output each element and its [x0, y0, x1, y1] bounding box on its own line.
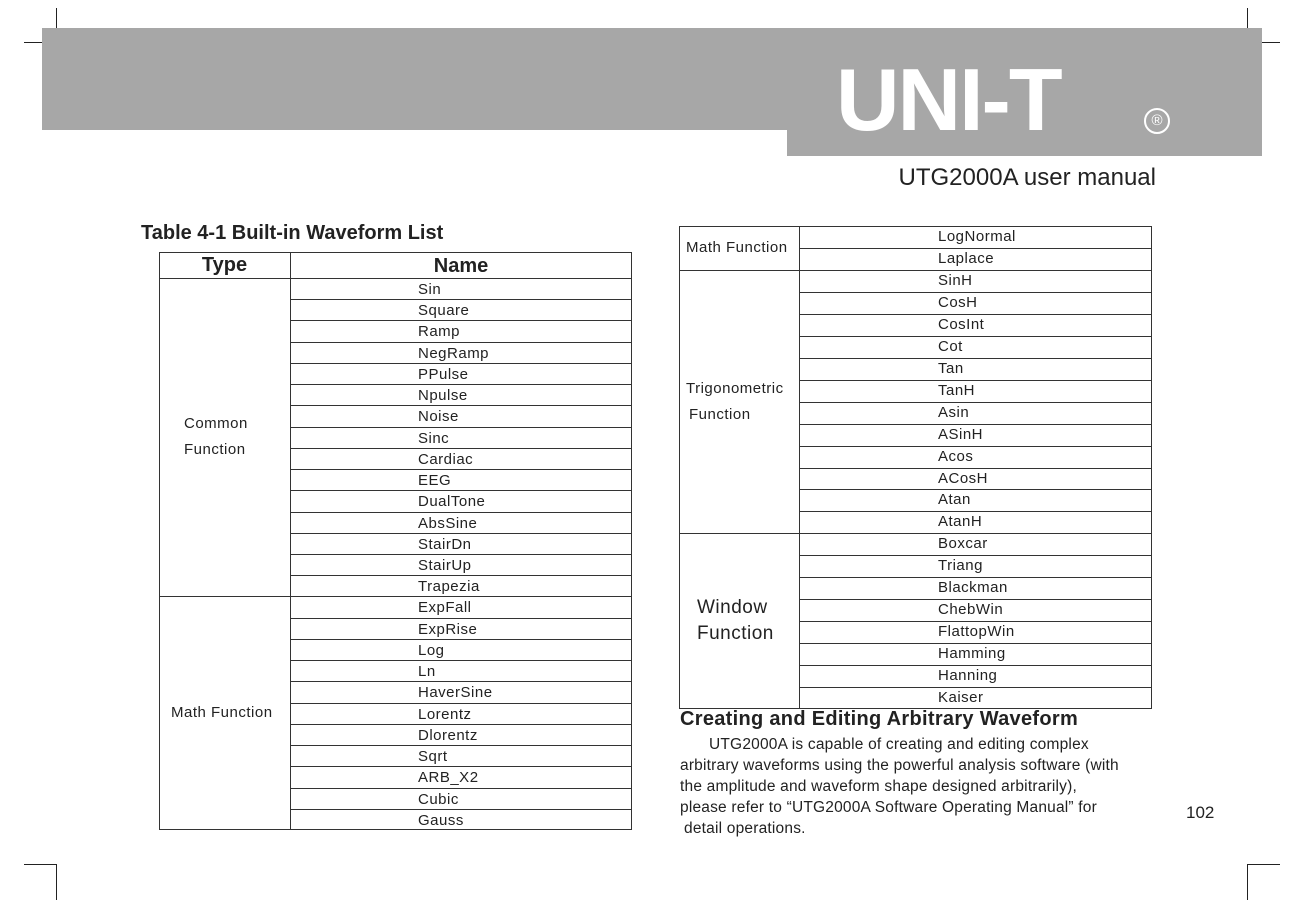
waveform-name-cell: Lorentz [418, 705, 472, 723]
type-label: Common [184, 415, 248, 433]
row-divider [290, 724, 632, 725]
row-divider [799, 555, 1152, 556]
row-divider [290, 809, 632, 810]
waveform-name-cell: PPulse [418, 365, 469, 383]
waveform-name-cell: Cot [938, 337, 963, 355]
waveform-name-cell: Hanning [938, 667, 998, 685]
waveform-name-cell: Ramp [418, 323, 461, 341]
waveform-name-cell: Tan [938, 359, 964, 377]
waveform-name-cell: Npulse [418, 387, 468, 405]
row-divider [799, 621, 1152, 622]
waveform-name-cell: Asin [938, 403, 970, 421]
type-cell [686, 376, 784, 428]
waveform-name-cell: Cardiac [418, 450, 474, 468]
row-divider [799, 380, 1152, 381]
waveform-name-cell: Sqrt [418, 748, 448, 766]
waveform-name-cell: AtanH [938, 513, 983, 531]
crop-mark-bottom-left-h [24, 864, 56, 865]
type-cell [171, 700, 273, 726]
waveform-name-cell: Triang [938, 557, 983, 575]
waveform-name-cell: Boxcar [938, 535, 988, 553]
waveform-name-cell: StairUp [418, 557, 472, 574]
waveform-name-cell: Sin [418, 281, 442, 298]
row-divider [799, 577, 1152, 578]
row-divider [290, 384, 632, 385]
crop-mark-bottom-left-v [56, 864, 57, 900]
waveform-name-cell: HaverSine [418, 684, 493, 702]
row-divider [290, 299, 632, 300]
type-label: Function [184, 441, 246, 459]
row-divider [799, 511, 1152, 512]
row-divider [290, 342, 632, 343]
waveform-name-cell: TanH [938, 381, 976, 399]
waveform-name-cell: EEG [418, 472, 452, 490]
row-divider [799, 402, 1152, 403]
header-divider [159, 278, 632, 279]
waveform-name-cell: Kaiser [938, 689, 984, 707]
row-divider [799, 248, 1152, 249]
row-divider [799, 468, 1152, 469]
row-divider [799, 424, 1152, 425]
row-divider [290, 766, 632, 767]
row-divider [799, 687, 1152, 688]
waveform-name-cell: Log [418, 641, 445, 659]
row-divider [290, 660, 632, 661]
waveform-name-cell: AbsSine [418, 514, 478, 532]
row-divider [799, 643, 1152, 644]
crop-mark-bottom-right-v [1247, 864, 1248, 900]
row-divider [290, 320, 632, 321]
group-divider [679, 533, 1152, 534]
row-divider [290, 703, 632, 704]
section-title: Creating and Editing Arbitrary Waveform [680, 708, 1079, 730]
row-divider [290, 618, 632, 619]
row-divider [290, 745, 632, 746]
row-divider [799, 599, 1152, 600]
row-divider [799, 489, 1152, 490]
paragraph-line: the amplitude and waveform shape designed arbitrarily), [680, 778, 1077, 795]
paragraph-line: arbitrary waveforms using the powerful analysis software (with [680, 757, 1119, 774]
page-number: 102 [1186, 803, 1215, 822]
section-paragraph [680, 734, 1180, 839]
waveform-name-cell: Laplace [938, 249, 995, 267]
brand-logo-text: UNI-T [836, 50, 1061, 149]
brand-logo [836, 50, 1171, 149]
row-divider [290, 469, 632, 470]
paragraph-line: UTG2000A is capable of creating and editing complex [709, 736, 1089, 753]
waveform-name-cell: Gauss [418, 811, 464, 829]
waveform-name-cell: Blackman [938, 579, 1008, 597]
row-divider [290, 405, 632, 406]
row-divider [290, 512, 632, 513]
table-frame [159, 252, 632, 830]
waveform-name-cell: StairDn [418, 535, 472, 553]
type-cell [686, 235, 788, 261]
table-caption: Table 4-1 Built-in Waveform List [141, 222, 444, 244]
row-divider [799, 292, 1152, 293]
row-divider [290, 788, 632, 789]
row-divider [290, 448, 632, 449]
waveform-name-cell: SinH [938, 271, 973, 289]
row-divider [290, 533, 632, 534]
type-label: Trigonometric [686, 379, 784, 397]
waveform-name-cell: CosH [938, 293, 978, 311]
row-divider [290, 554, 632, 555]
waveform-name-cell: ExpFall [418, 599, 472, 617]
row-divider [290, 490, 632, 491]
waveform-name-cell: CosInt [938, 315, 985, 333]
type-label: Math Function [171, 704, 273, 722]
type-label: Function [697, 623, 774, 645]
group-divider [159, 596, 632, 597]
waveform-name-cell: ARB_X2 [418, 769, 479, 787]
waveform-name-cell: Hamming [938, 645, 1006, 663]
document-subtitle: UTG2000A user manual [898, 164, 1156, 191]
waveform-name-cell: NegRamp [418, 344, 490, 362]
waveform-name-cell: DualTone [418, 493, 486, 511]
row-divider [290, 427, 632, 428]
row-divider [290, 363, 632, 364]
type-cell [697, 595, 774, 647]
paragraph-line: detail operations. [684, 820, 806, 837]
row-divider [799, 314, 1152, 315]
waveform-name-cell: Cubic [418, 790, 459, 808]
waveform-name-cell: Atan [938, 491, 971, 509]
paragraph-line: please refer to “UTG2000A Software Operating Manual” for [680, 799, 1097, 816]
row-divider [290, 639, 632, 640]
row-divider [799, 336, 1152, 337]
waveform-name-cell: LogNormal [938, 228, 1016, 245]
type-label: Math Function [686, 238, 788, 256]
registered-mark: ® [1144, 108, 1170, 134]
crop-mark-bottom-right-h [1248, 864, 1280, 865]
header-type: Type [201, 254, 248, 276]
type-label: Window [697, 597, 768, 619]
row-divider [799, 446, 1152, 447]
header-name: Name [433, 255, 489, 277]
waveform-name-cell: Ln [418, 663, 436, 681]
row-divider [290, 681, 632, 682]
waveform-name-cell: ExpRise [418, 620, 478, 638]
row-divider [290, 575, 632, 576]
waveform-name-cell: Dlorentz [418, 726, 478, 744]
waveform-name-cell: ChebWin [938, 601, 1004, 619]
row-divider [799, 358, 1152, 359]
waveform-name-cell: Sinc [418, 429, 450, 447]
waveform-name-cell: Square [418, 302, 470, 320]
group-divider [679, 270, 1152, 271]
column-divider [290, 252, 291, 830]
waveform-name-cell: FlattopWin [938, 623, 1015, 641]
waveform-name-cell: ASinH [938, 425, 984, 443]
waveform-name-cell: ACosH [938, 469, 989, 487]
waveform-name-cell: Acos [938, 447, 974, 465]
type-cell [184, 411, 248, 463]
type-label: Function [689, 405, 751, 423]
row-divider [799, 665, 1152, 666]
waveform-name-cell: Noise [418, 408, 459, 426]
waveform-name-cell: Trapezia [418, 578, 480, 596]
